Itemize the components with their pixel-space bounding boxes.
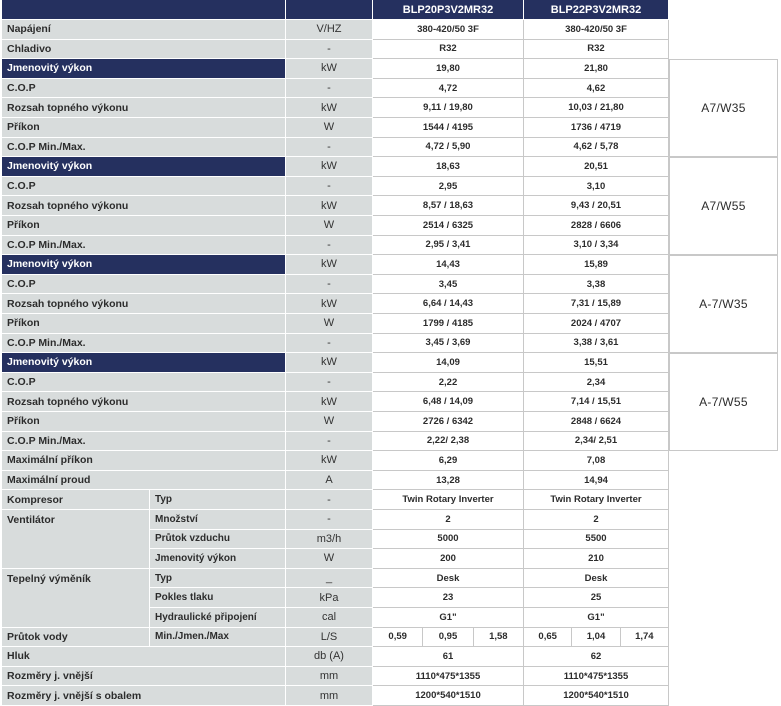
value-model-a: 5000	[373, 530, 524, 550]
row-unit: kPa	[286, 588, 373, 608]
row-label: Rozsah topného výkonu	[2, 196, 286, 216]
value-model-b: 7,08	[524, 451, 669, 471]
value-model-a: 2,22/ 2,38	[373, 432, 524, 452]
row-label: C.O.P Min./Max.	[2, 334, 286, 354]
value-model-a: Twin Rotary Inverter	[373, 490, 524, 510]
row-unit: kW	[286, 196, 373, 216]
value-model-b: 380-420/50 3F	[524, 20, 669, 40]
value-model-b: 1110*475*1355	[524, 667, 669, 687]
value-model-b: Desk	[524, 569, 669, 589]
row-unit: m3/h	[286, 530, 373, 550]
header-blank	[2, 0, 286, 20]
value-model-a: 2726 / 6342	[373, 412, 524, 432]
value-model-a: 6,48 / 14,09	[373, 392, 524, 412]
value-model-b: 7,14 / 15,51	[524, 392, 669, 412]
row-unit: V/HZ	[286, 20, 373, 40]
row-unit: -	[286, 40, 373, 60]
value-model-a: 18,63	[373, 157, 524, 177]
value-model-a: 1544 / 4195	[373, 118, 524, 138]
group-label-kompresor: Kompresor	[2, 490, 150, 510]
test-condition-label: A-7/W35	[669, 255, 778, 353]
row-label: Maximální proud	[2, 471, 286, 491]
value-model-a: 380-420/50 3F	[373, 20, 524, 40]
value-model-a: 13,28	[373, 471, 524, 491]
row-label: Chladivo	[2, 40, 286, 60]
value-model-b: 3,38 / 3,61	[524, 334, 669, 354]
row-label: Rozsah topného výkonu	[2, 98, 286, 118]
value-model-a: 14,43	[373, 255, 524, 275]
value-model-b: 2,34	[524, 373, 669, 393]
row-unit: W	[286, 216, 373, 236]
value-model-b: 15,89	[524, 255, 669, 275]
row-unit: -	[286, 432, 373, 452]
value-model-a: 1110*475*1355	[373, 667, 524, 687]
flow-value-model-a: 1,58	[474, 628, 524, 648]
header-model-b: BLP22P3V2MR32	[524, 0, 669, 20]
row-unit: L/S	[286, 628, 373, 648]
value-model-b: 15,51	[524, 353, 669, 373]
value-model-b: 2,34/ 2,51	[524, 432, 669, 452]
value-model-a: R32	[373, 40, 524, 60]
header-unit-blank	[286, 0, 373, 20]
flow-value-model-a: 0,59	[373, 628, 423, 648]
value-model-b: 3,10	[524, 177, 669, 197]
row-label: C.O.P	[2, 373, 286, 393]
value-model-a: G1"	[373, 608, 524, 628]
flow-value-model-b: 1,04	[572, 628, 620, 648]
value-model-a: 2,95	[373, 177, 524, 197]
row-label: C.O.P Min./Max.	[2, 236, 286, 256]
value-model-b: 2	[524, 510, 669, 530]
value-model-b: 3,10 / 3,34	[524, 236, 669, 256]
row-label: Napájení	[2, 20, 286, 40]
row-label: Rozsah topného výkonu	[2, 392, 286, 412]
value-model-a: 2,22	[373, 373, 524, 393]
row-label: Jmenovitý výkon	[2, 353, 286, 373]
group-label-vymenik: Tepelný výměník	[2, 569, 150, 628]
value-model-b: 62	[524, 647, 669, 667]
row-label: Jmenovitý výkon	[2, 157, 286, 177]
spec-table	[2, 0, 778, 706]
value-model-b: 1200*540*1510	[524, 686, 669, 706]
value-model-b: 2848 / 6624	[524, 412, 669, 432]
row-unit: mm	[286, 686, 373, 706]
row-unit: -	[286, 490, 373, 510]
row-label: Jmenovitý výkon	[2, 59, 286, 79]
test-condition-label: A-7/W55	[669, 353, 778, 451]
value-model-b: 7,31 / 15,89	[524, 294, 669, 314]
row-unit: -	[286, 138, 373, 158]
value-model-b: 4,62 / 5,78	[524, 138, 669, 158]
value-model-b: 1736 / 4719	[524, 118, 669, 138]
value-model-b: 25	[524, 588, 669, 608]
group-label-prutok-vody: Průtok vody	[2, 628, 150, 648]
row-unit: kW	[286, 392, 373, 412]
row-label: Rozměry j. vnější	[2, 667, 286, 687]
flow-value-model-a: 0,95	[423, 628, 473, 648]
row-label: Příkon	[2, 314, 286, 334]
row-label: Jmenovitý výkon	[2, 255, 286, 275]
row-label: C.O.P Min./Max.	[2, 432, 286, 452]
test-condition-label: A7/W55	[669, 157, 778, 255]
group-label-ventilator: Ventilátor	[2, 510, 150, 569]
value-model-b: 20,51	[524, 157, 669, 177]
value-model-b: 9,43 / 20,51	[524, 196, 669, 216]
value-model-a: 61	[373, 647, 524, 667]
row-unit: kW	[286, 451, 373, 471]
value-model-a: 8,57 / 18,63	[373, 196, 524, 216]
row-unit: cal	[286, 608, 373, 628]
value-model-b: 3,38	[524, 275, 669, 295]
row-unit: -	[286, 236, 373, 256]
row-unit: -	[286, 177, 373, 197]
sub-label: Typ	[150, 490, 286, 510]
row-unit: kW	[286, 294, 373, 314]
value-model-a: 2	[373, 510, 524, 530]
value-model-a: 14,09	[373, 353, 524, 373]
value-model-a: 19,80	[373, 59, 524, 79]
sub-label: Min./Jmen./Max	[150, 628, 286, 648]
value-model-b: 14,94	[524, 471, 669, 491]
row-unit: W	[286, 118, 373, 138]
value-model-a: 23	[373, 588, 524, 608]
value-model-b: 2828 / 6606	[524, 216, 669, 236]
row-label: C.O.P	[2, 275, 286, 295]
sub-label: Typ	[150, 569, 286, 589]
test-condition-label: A7/W35	[669, 59, 778, 157]
row-label: Příkon	[2, 412, 286, 432]
row-unit: W	[286, 549, 373, 569]
row-label: C.O.P Min./Max.	[2, 138, 286, 158]
sub-label: Jmenovitý výkon	[150, 549, 286, 569]
row-unit: kW	[286, 59, 373, 79]
value-model-b: 2024 / 4707	[524, 314, 669, 334]
flow-value-model-b: 0,65	[524, 628, 572, 648]
row-label: Příkon	[2, 118, 286, 138]
value-model-b: 4,62	[524, 79, 669, 99]
row-unit: -	[286, 275, 373, 295]
value-model-b: 10,03 / 21,80	[524, 98, 669, 118]
value-model-a: 1799 / 4185	[373, 314, 524, 334]
value-model-a: 6,29	[373, 451, 524, 471]
row-unit: -	[286, 79, 373, 99]
row-unit: mm	[286, 667, 373, 687]
row-label: Rozsah topného výkonu	[2, 294, 286, 314]
value-model-b: 210	[524, 549, 669, 569]
row-label: Hluk	[2, 647, 286, 667]
row-unit: kW	[286, 255, 373, 275]
row-label: C.O.P	[2, 177, 286, 197]
sub-label: Pokles tlaku	[150, 588, 286, 608]
row-label: Rozměry j. vnější s obalem	[2, 686, 286, 706]
row-unit: -	[286, 510, 373, 530]
row-label: Příkon	[2, 216, 286, 236]
value-model-a: Desk	[373, 569, 524, 589]
value-model-a: 3,45 / 3,69	[373, 334, 524, 354]
value-model-b: 5500	[524, 530, 669, 550]
value-model-a: 4,72 / 5,90	[373, 138, 524, 158]
value-model-a: 9,11 / 19,80	[373, 98, 524, 118]
header-model-a: BLP20P3V2MR32	[373, 0, 524, 20]
row-label: C.O.P	[2, 79, 286, 99]
value-model-b: Twin Rotary Inverter	[524, 490, 669, 510]
row-unit: _	[286, 569, 373, 589]
value-model-b: 21,80	[524, 59, 669, 79]
row-unit: kW	[286, 157, 373, 177]
value-model-a: 6,64 / 14,43	[373, 294, 524, 314]
row-unit: A	[286, 471, 373, 491]
sub-label: Množství	[150, 510, 286, 530]
sub-label: Průtok vzduchu	[150, 530, 286, 550]
row-unit: kW	[286, 353, 373, 373]
value-model-a: 2,95 / 3,41	[373, 236, 524, 256]
row-unit: -	[286, 373, 373, 393]
row-label: Maximální příkon	[2, 451, 286, 471]
value-model-b: G1"	[524, 608, 669, 628]
row-unit: kW	[286, 98, 373, 118]
value-model-a: 1200*540*1510	[373, 686, 524, 706]
value-model-a: 2514 / 6325	[373, 216, 524, 236]
row-unit: -	[286, 334, 373, 354]
value-model-b: R32	[524, 40, 669, 60]
row-unit: W	[286, 314, 373, 334]
sub-label: Hydraulické připojení	[150, 608, 286, 628]
value-model-a: 4,72	[373, 79, 524, 99]
row-unit: W	[286, 412, 373, 432]
row-unit: db (A)	[286, 647, 373, 667]
flow-value-model-b: 1,74	[621, 628, 669, 648]
value-model-a: 3,45	[373, 275, 524, 295]
value-model-a: 200	[373, 549, 524, 569]
